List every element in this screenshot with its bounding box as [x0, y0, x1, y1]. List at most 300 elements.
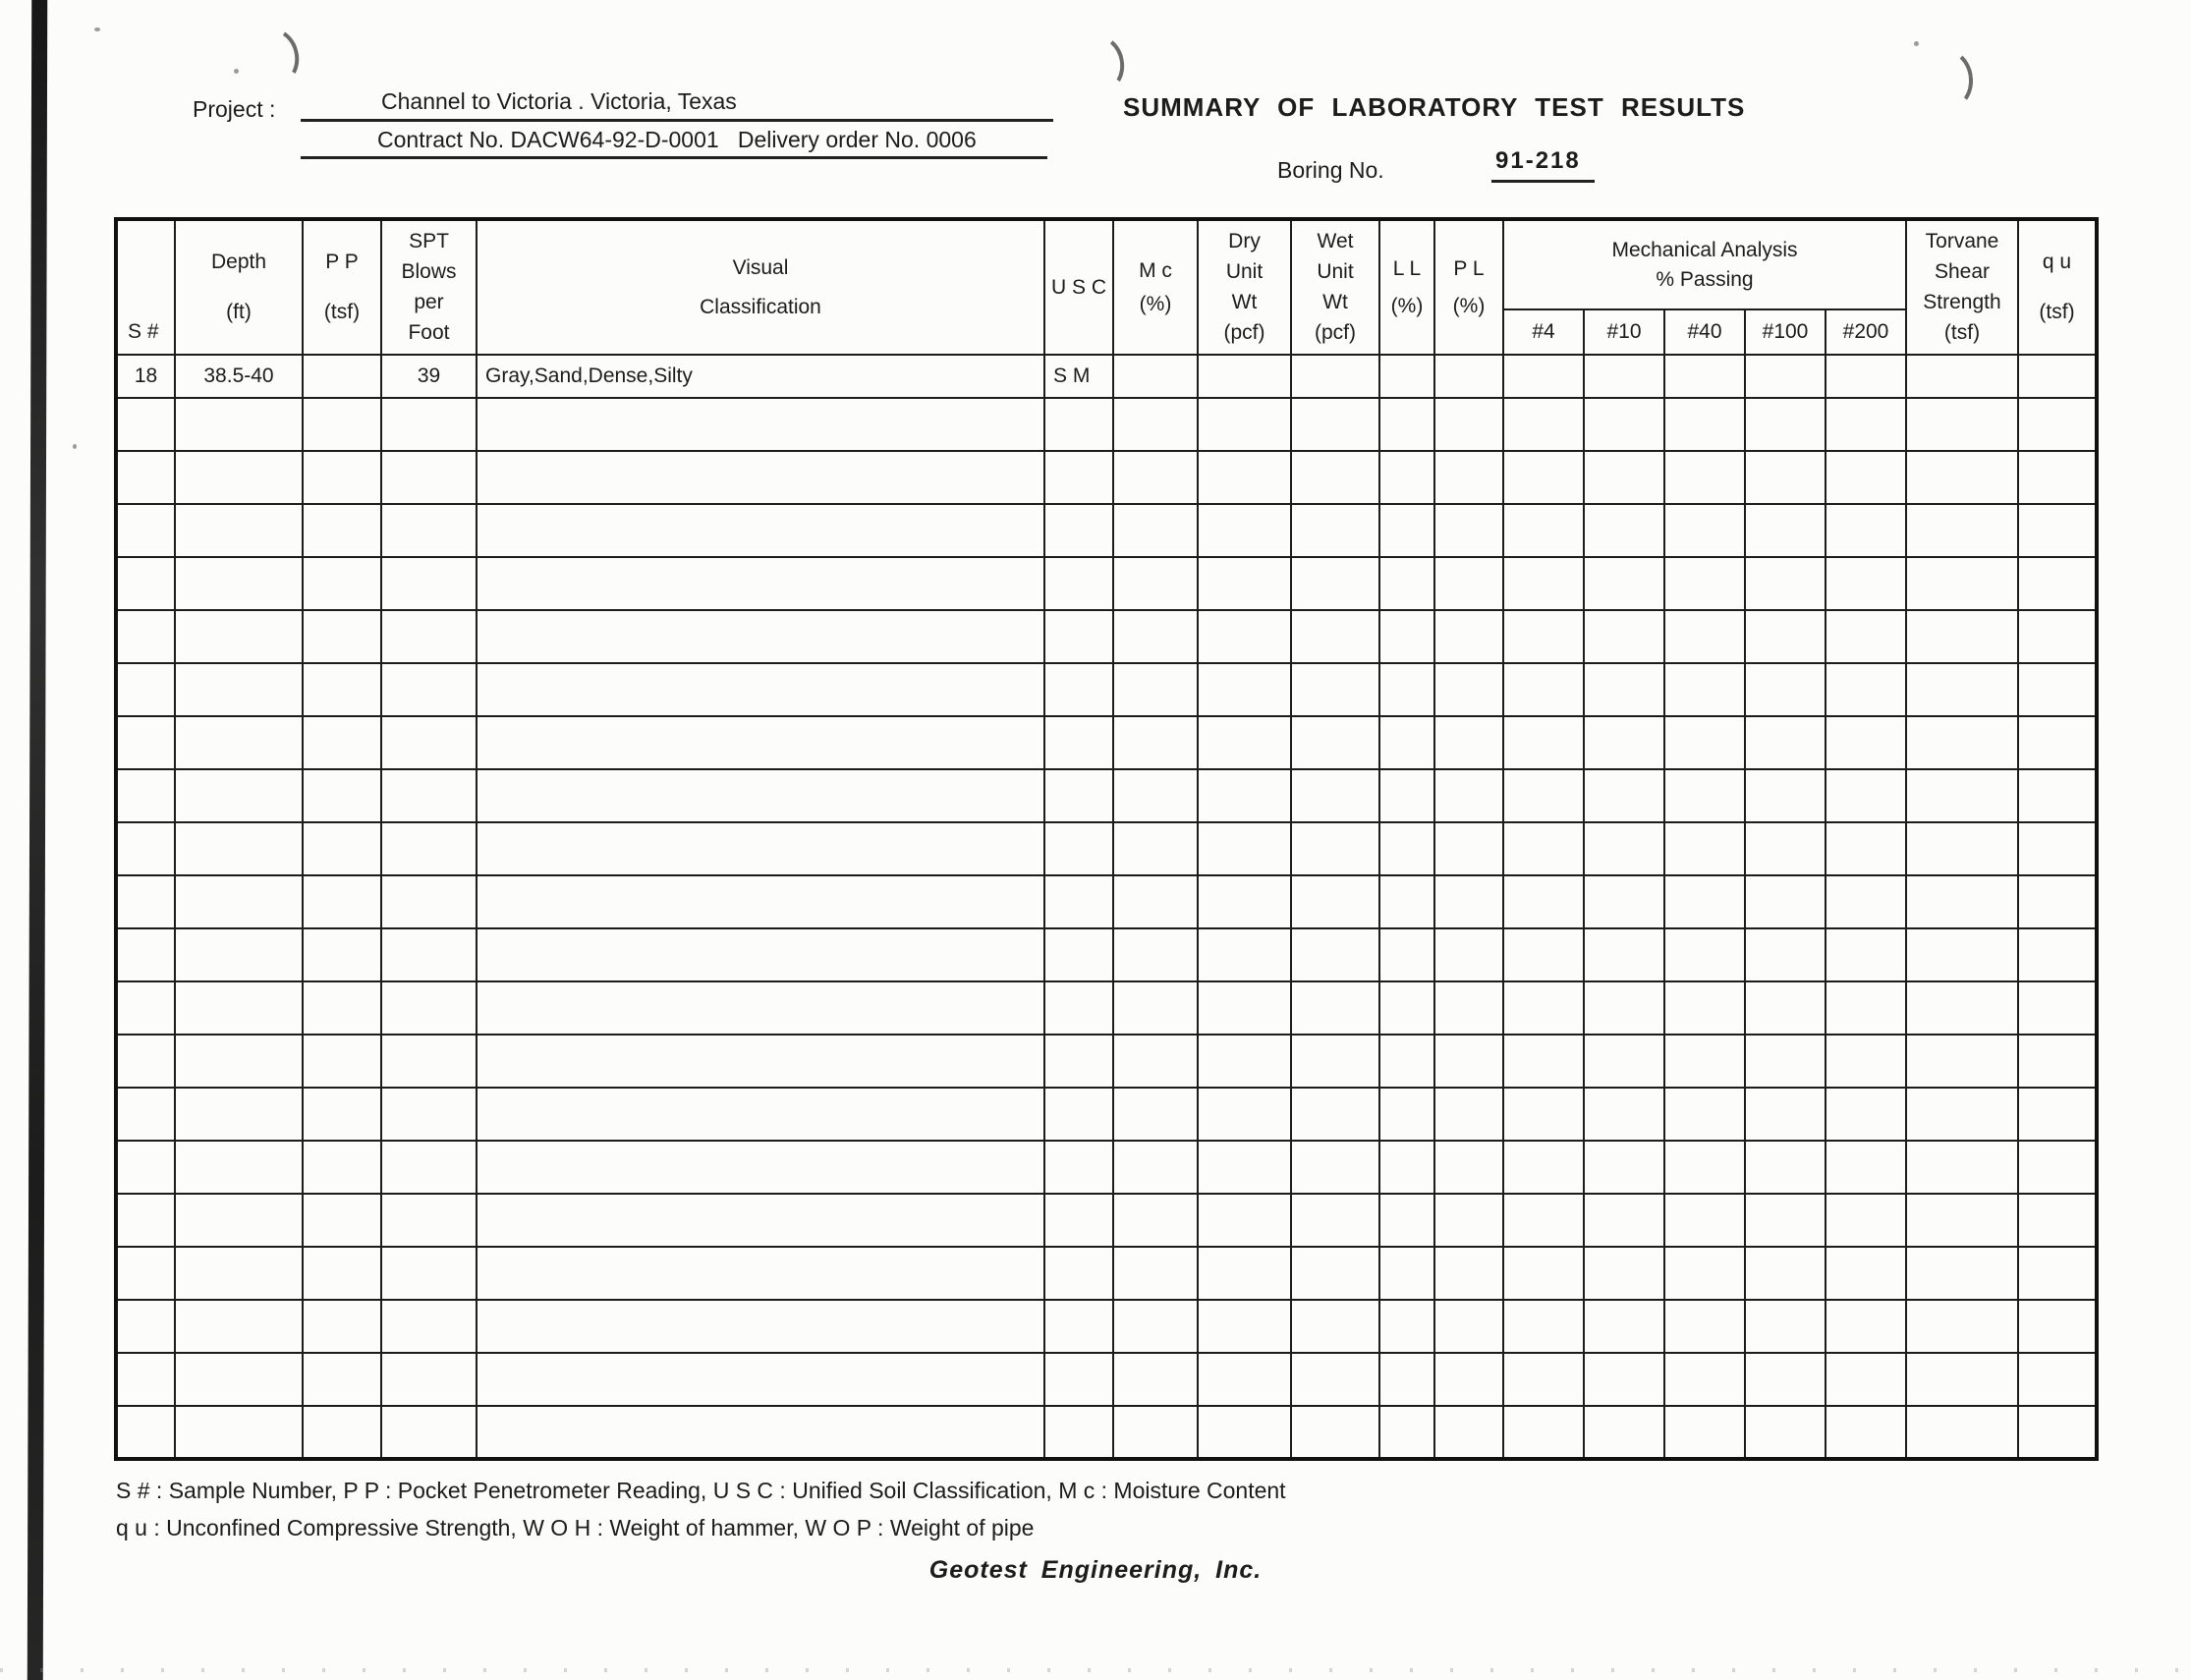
cell-moisture-content: [1113, 981, 1198, 1035]
cell-sieve-4: [1503, 981, 1584, 1035]
cell-qu: [2018, 1406, 2097, 1459]
cell-qu: [2018, 1088, 2097, 1141]
cell-pp: [303, 769, 381, 822]
cell-plastic-limit: [1434, 1300, 1503, 1353]
cell-sieve-40: [1664, 875, 1745, 928]
cell-usc: [1044, 716, 1113, 769]
cell-sieve-40: [1664, 1247, 1745, 1300]
page-title: SUMMARY OF LABORATORY TEST RESULTS: [1123, 92, 1746, 122]
cell-depth: [175, 557, 303, 610]
cell-usc: [1044, 1088, 1113, 1141]
cell-dry-unit-weight: [1198, 1247, 1291, 1300]
cell-sample-number: [116, 875, 175, 928]
cell-sieve-10: [1584, 716, 1664, 769]
cell-qu: [2018, 1035, 2097, 1088]
cell-liquid-limit: [1379, 1300, 1434, 1353]
cell-dry-unit-weight: [1198, 1300, 1291, 1353]
cell-visual-classification: [477, 1353, 1044, 1406]
header-line: (%): [1139, 292, 1172, 315]
cell-sieve-4: [1503, 610, 1584, 663]
cell-plastic-limit: [1434, 1088, 1503, 1141]
cell-pp: [303, 663, 381, 716]
cell-qu: [2018, 875, 2097, 928]
table-body: [116, 355, 2097, 1459]
cell-spt-blows: [381, 928, 477, 981]
table-row: [116, 1141, 2097, 1194]
cell-sieve-100: [1745, 1088, 1826, 1141]
project-label: Project :: [193, 96, 276, 122]
cell-liquid-limit: [1379, 504, 1434, 557]
cell-liquid-limit: [1379, 1247, 1434, 1300]
header-line: Foot: [408, 320, 450, 344]
cell-sample-number: [116, 451, 175, 504]
cell-moisture-content: [1113, 1353, 1198, 1406]
cell-qu: [2018, 451, 2097, 504]
header-line: P P: [325, 250, 359, 273]
cell-plastic-limit: [1434, 769, 1503, 822]
cell-sieve-10: [1584, 663, 1664, 716]
contract-line: [301, 126, 1047, 159]
cell-torvane-shear: [1906, 769, 2018, 822]
table-row: [116, 610, 2097, 663]
cell-sieve-200: [1826, 875, 1906, 928]
cell-dry-unit-weight: [1198, 504, 1291, 557]
cell-sieve-40: [1664, 769, 1745, 822]
table-row: [116, 928, 2097, 981]
cell-sample-number: [116, 557, 175, 610]
cell-dry-unit-weight: [1198, 610, 1291, 663]
cell-pp: [303, 981, 381, 1035]
cell-pp: [303, 822, 381, 875]
cell-qu: [2018, 716, 2097, 769]
cell-dry-unit-weight: [1198, 1141, 1291, 1194]
cell-liquid-limit: [1379, 1353, 1434, 1406]
cell-sieve-40: [1664, 1088, 1745, 1141]
cell-sieve-100: [1745, 928, 1826, 981]
table-row: [116, 875, 2097, 928]
cell-sieve-4: [1503, 398, 1584, 451]
cell-sieve-4: [1503, 769, 1584, 822]
lab-results-table: [114, 217, 2099, 1461]
header-line: Dry: [1228, 230, 1261, 253]
cell-plastic-limit: [1434, 451, 1503, 504]
table-row: [116, 769, 2097, 822]
cell-visual-classification: [477, 1035, 1044, 1088]
scan-edge-bar: [28, 0, 47, 1680]
col-header-spt-blows: [381, 219, 477, 355]
cell-usc: [1044, 1141, 1113, 1194]
cell-qu: [2018, 769, 2097, 822]
scan-speckle: [234, 69, 239, 74]
cell-moisture-content: [1113, 504, 1198, 557]
cell-spt-blows: [381, 1300, 477, 1353]
cell-sieve-10: [1584, 981, 1664, 1035]
cell-sieve-100: [1745, 875, 1826, 928]
cell-qu: [2018, 398, 2097, 451]
cell-wet-unit-weight: [1291, 716, 1379, 769]
cell-sieve-100: [1745, 1353, 1826, 1406]
cell-pp: [303, 610, 381, 663]
cell-depth: [175, 1141, 303, 1194]
col-header-dry-unit-weight: [1198, 219, 1291, 355]
cell-sieve-200: [1826, 1088, 1906, 1141]
cell-usc: [1044, 1035, 1113, 1088]
cell-liquid-limit: [1379, 875, 1434, 928]
cell-wet-unit-weight: [1291, 1353, 1379, 1406]
boring-number-label: Boring No.: [1277, 157, 1384, 183]
cell-sieve-40: [1664, 1353, 1745, 1406]
cell-depth: [175, 1353, 303, 1406]
cell-sieve-4: [1503, 716, 1584, 769]
cell-sieve-4: [1503, 355, 1584, 398]
col-header-mechanical-analysis: [1503, 219, 1906, 309]
header-line: (pcf): [1315, 320, 1356, 344]
cell-spt-blows: [381, 981, 477, 1035]
cell-liquid-limit: [1379, 822, 1434, 875]
cell-sieve-100: [1745, 822, 1826, 875]
cell-sieve-100: [1745, 1035, 1826, 1088]
table-row: [116, 451, 2097, 504]
cell-plastic-limit: [1434, 1141, 1503, 1194]
cell-dry-unit-weight: [1198, 822, 1291, 875]
header-line: Torvane: [1925, 230, 1999, 253]
cell-sieve-4: [1503, 451, 1584, 504]
header-line: Wet: [1317, 230, 1354, 253]
scan-pen-mark: [1919, 46, 1976, 112]
cell-pp: [303, 1300, 381, 1353]
cell-moisture-content: [1113, 1035, 1198, 1088]
cell-moisture-content: [1113, 398, 1198, 451]
cell-depth: [175, 981, 303, 1035]
cell-moisture-content: [1113, 1088, 1198, 1141]
cell-torvane-shear: [1906, 504, 2018, 557]
cell-sample-number: [116, 716, 175, 769]
cell-sieve-200: [1826, 928, 1906, 981]
cell-sieve-200: [1826, 981, 1906, 1035]
cell-torvane-shear: [1906, 1088, 2018, 1141]
cell-usc: [1044, 1300, 1113, 1353]
cell-plastic-limit: [1434, 504, 1503, 557]
cell-sieve-200: [1826, 557, 1906, 610]
cell-sample-number: [116, 1300, 175, 1353]
table-row: [116, 1088, 2097, 1141]
cell-pp: [303, 504, 381, 557]
table-header: [116, 219, 2097, 355]
cell-sieve-200: [1826, 663, 1906, 716]
cell-sieve-200: [1826, 1194, 1906, 1247]
cell-qu: [2018, 981, 2097, 1035]
cell-sieve-200: [1826, 1353, 1906, 1406]
cell-depth: [175, 1194, 303, 1247]
cell-usc: [1044, 451, 1113, 504]
cell-sieve-40: [1664, 928, 1745, 981]
cell-sieve-100: [1745, 981, 1826, 1035]
cell-dry-unit-weight: [1198, 875, 1291, 928]
cell-depth: [175, 504, 303, 557]
cell-sieve-10: [1584, 1353, 1664, 1406]
cell-sample-number: [116, 398, 175, 451]
cell-spt-blows: [381, 716, 477, 769]
cell-pp: [303, 875, 381, 928]
cell-torvane-shear: [1906, 1141, 2018, 1194]
cell-visual-classification: [477, 1247, 1044, 1300]
cell-plastic-limit: [1434, 822, 1503, 875]
cell-wet-unit-weight: [1291, 1247, 1379, 1300]
cell-liquid-limit: [1379, 928, 1434, 981]
cell-sieve-10: [1584, 1141, 1664, 1194]
cell-sieve-10: [1584, 875, 1664, 928]
scan-speckle: [73, 444, 77, 449]
cell-sieve-100: [1745, 451, 1826, 504]
header-line: Depth: [210, 250, 267, 273]
cell-sieve-100: [1745, 398, 1826, 451]
table-row: [116, 504, 2097, 557]
cell-qu: [2018, 928, 2097, 981]
cell-sieve-40: [1664, 1035, 1745, 1088]
header-line: Unit: [1317, 260, 1354, 284]
cell-pp: [303, 398, 381, 451]
header-line: Shear: [1934, 260, 1991, 284]
cell-wet-unit-weight: [1291, 981, 1379, 1035]
header-line: per: [414, 290, 444, 313]
cell-sample-number: [116, 1406, 175, 1459]
cell-liquid-limit: [1379, 1194, 1434, 1247]
cell-spt-blows: [381, 875, 477, 928]
cell-sieve-4: [1503, 928, 1584, 981]
legend-line-2: q u : Unconfined Compressive Strength, W O H : Weight of hammer, W O P : Weight of pipe: [116, 1515, 1035, 1540]
cell-wet-unit-weight: [1291, 663, 1379, 716]
cell-visual-classification: [477, 928, 1044, 981]
header-line: (tsf): [323, 301, 361, 324]
cell-sieve-4: [1503, 822, 1584, 875]
header-line: Wt: [1231, 290, 1258, 313]
cell-sample-number: 18: [116, 355, 175, 398]
cell-dry-unit-weight: [1198, 557, 1291, 610]
cell-sieve-40: [1664, 557, 1745, 610]
cell-liquid-limit: [1379, 1035, 1434, 1088]
header-line: % Passing: [1656, 267, 1754, 291]
cell-depth: 38.5-40: [175, 355, 303, 398]
cell-depth: [175, 610, 303, 663]
cell-usc: [1044, 1353, 1113, 1406]
cell-plastic-limit: [1434, 557, 1503, 610]
cell-liquid-limit: [1379, 451, 1434, 504]
cell-wet-unit-weight: [1291, 557, 1379, 610]
cell-sample-number: [116, 1353, 175, 1406]
cell-sieve-10: [1584, 769, 1664, 822]
cell-sieve-100: [1745, 663, 1826, 716]
cell-dry-unit-weight: [1198, 716, 1291, 769]
cell-sample-number: [116, 1035, 175, 1088]
cell-sieve-100: [1745, 504, 1826, 557]
cell-sieve-10: [1584, 451, 1664, 504]
cell-wet-unit-weight: [1291, 1300, 1379, 1353]
cell-wet-unit-weight: [1291, 355, 1379, 398]
cell-liquid-limit: [1379, 1141, 1434, 1194]
cell-liquid-limit: [1379, 769, 1434, 822]
col-header-wet-unit-weight: [1291, 219, 1379, 355]
cell-usc: S M: [1044, 355, 1113, 398]
table-row: [116, 398, 2097, 451]
col-header-sieve-4: #4: [1503, 309, 1584, 355]
cell-depth: [175, 1406, 303, 1459]
table-row: [116, 716, 2097, 769]
cell-moisture-content: [1113, 557, 1198, 610]
cell-pp: [303, 557, 381, 610]
col-header-sample-number: [116, 219, 175, 355]
cell-depth: [175, 663, 303, 716]
cell-qu: [2018, 504, 2097, 557]
cell-moisture-content: [1113, 451, 1198, 504]
cell-usc: [1044, 1247, 1113, 1300]
cell-spt-blows: [381, 1035, 477, 1088]
cell-sieve-4: [1503, 1088, 1584, 1141]
cell-sieve-100: [1745, 1300, 1826, 1353]
cell-torvane-shear: [1906, 875, 2018, 928]
cell-torvane-shear: [1906, 981, 2018, 1035]
cell-moisture-content: [1113, 1406, 1198, 1459]
cell-torvane-shear: [1906, 610, 2018, 663]
cell-sieve-200: [1826, 1141, 1906, 1194]
cell-spt-blows: [381, 1088, 477, 1141]
cell-sieve-200: [1826, 822, 1906, 875]
cell-pp: [303, 1035, 381, 1088]
cell-qu: [2018, 1247, 2097, 1300]
cell-sieve-200: [1826, 504, 1906, 557]
contract-line-text: Contract No. DACW64-92-D-0001 Delivery order No. 0006: [377, 127, 977, 152]
cell-visual-classification: [477, 822, 1044, 875]
cell-visual-classification: [477, 557, 1044, 610]
table-row: [116, 355, 2097, 398]
cell-sieve-10: [1584, 557, 1664, 610]
cell-dry-unit-weight: [1198, 769, 1291, 822]
cell-visual-classification: [477, 1141, 1044, 1194]
cell-sieve-100: [1745, 1406, 1826, 1459]
cell-wet-unit-weight: [1291, 769, 1379, 822]
cell-sieve-4: [1503, 1353, 1584, 1406]
cell-visual-classification: [477, 769, 1044, 822]
cell-wet-unit-weight: [1291, 1406, 1379, 1459]
cell-sieve-40: [1664, 610, 1745, 663]
col-header-plastic-limit: [1434, 219, 1503, 355]
cell-spt-blows: [381, 1141, 477, 1194]
cell-sieve-100: [1745, 355, 1826, 398]
cell-plastic-limit: [1434, 981, 1503, 1035]
cell-wet-unit-weight: [1291, 504, 1379, 557]
cell-usc: [1044, 769, 1113, 822]
cell-sieve-40: [1664, 663, 1745, 716]
cell-depth: [175, 1247, 303, 1300]
cell-torvane-shear: [1906, 398, 2018, 451]
cell-depth: [175, 1035, 303, 1088]
cell-plastic-limit: [1434, 1194, 1503, 1247]
company-name: Geotest Engineering, Inc.: [928, 1556, 1263, 1584]
header-line: Visual: [732, 255, 789, 279]
cell-qu: [2018, 1194, 2097, 1247]
cell-sample-number: [116, 663, 175, 716]
cell-wet-unit-weight: [1291, 610, 1379, 663]
cell-pp: [303, 1353, 381, 1406]
cell-plastic-limit: [1434, 398, 1503, 451]
cell-usc: [1044, 981, 1113, 1035]
cell-dry-unit-weight: [1198, 928, 1291, 981]
col-header-sieve-10: #10: [1584, 309, 1664, 355]
cell-sieve-200: [1826, 716, 1906, 769]
header-line: (tsf): [1943, 320, 1981, 344]
cell-torvane-shear: [1906, 822, 2018, 875]
cell-sieve-200: [1826, 355, 1906, 398]
cell-pp: [303, 928, 381, 981]
cell-liquid-limit: [1379, 610, 1434, 663]
cell-sieve-200: [1826, 398, 1906, 451]
cell-torvane-shear: [1906, 928, 2018, 981]
cell-usc: [1044, 398, 1113, 451]
cell-liquid-limit: [1379, 1088, 1434, 1141]
cell-torvane-shear: [1906, 1247, 2018, 1300]
cell-usc: [1044, 610, 1113, 663]
cell-moisture-content: [1113, 822, 1198, 875]
cell-sieve-4: [1503, 504, 1584, 557]
cell-liquid-limit: [1379, 981, 1434, 1035]
scan-pen-mark: [242, 23, 306, 92]
cell-visual-classification: Gray,Sand,Dense,Silty: [477, 355, 1044, 398]
cell-sieve-40: [1664, 1406, 1745, 1459]
header-line: q u: [2042, 250, 2072, 273]
cell-visual-classification: [477, 716, 1044, 769]
cell-usc: [1044, 663, 1113, 716]
cell-qu: [2018, 663, 2097, 716]
cell-sieve-10: [1584, 822, 1664, 875]
table-row: [116, 663, 2097, 716]
cell-moisture-content: [1113, 1194, 1198, 1247]
cell-depth: [175, 1088, 303, 1141]
cell-pp: [303, 1088, 381, 1141]
cell-plastic-limit: [1434, 1035, 1503, 1088]
cell-torvane-shear: [1906, 1035, 2018, 1088]
cell-sieve-40: [1664, 504, 1745, 557]
cell-visual-classification: [477, 875, 1044, 928]
scan-speckle: [1914, 41, 1919, 46]
cell-sieve-200: [1826, 1247, 1906, 1300]
col-header-usc: [1044, 219, 1113, 355]
col-header-pocket-penetrometer: [303, 219, 381, 355]
cell-plastic-limit: [1434, 355, 1503, 398]
cell-torvane-shear: [1906, 1194, 2018, 1247]
cell-plastic-limit: [1434, 1353, 1503, 1406]
cell-moisture-content: [1113, 1300, 1198, 1353]
cell-sample-number: [116, 504, 175, 557]
cell-moisture-content: [1113, 875, 1198, 928]
cell-sieve-40: [1664, 981, 1745, 1035]
cell-sieve-4: [1503, 1141, 1584, 1194]
cell-spt-blows: [381, 1353, 477, 1406]
cell-usc: [1044, 557, 1113, 610]
cell-dry-unit-weight: [1198, 355, 1291, 398]
cell-wet-unit-weight: [1291, 398, 1379, 451]
col-header-visual-classification: [477, 219, 1044, 355]
cell-visual-classification: [477, 610, 1044, 663]
scan-bottom-noise: [0, 1668, 2191, 1672]
cell-pp: [303, 355, 381, 398]
cell-moisture-content: [1113, 663, 1198, 716]
cell-moisture-content: [1113, 1247, 1198, 1300]
cell-moisture-content: [1113, 716, 1198, 769]
cell-depth: [175, 822, 303, 875]
cell-torvane-shear: [1906, 1300, 2018, 1353]
header-line: Unit: [1225, 260, 1264, 284]
cell-sieve-10: [1584, 1194, 1664, 1247]
col-header-sieve-40: #40: [1664, 309, 1745, 355]
